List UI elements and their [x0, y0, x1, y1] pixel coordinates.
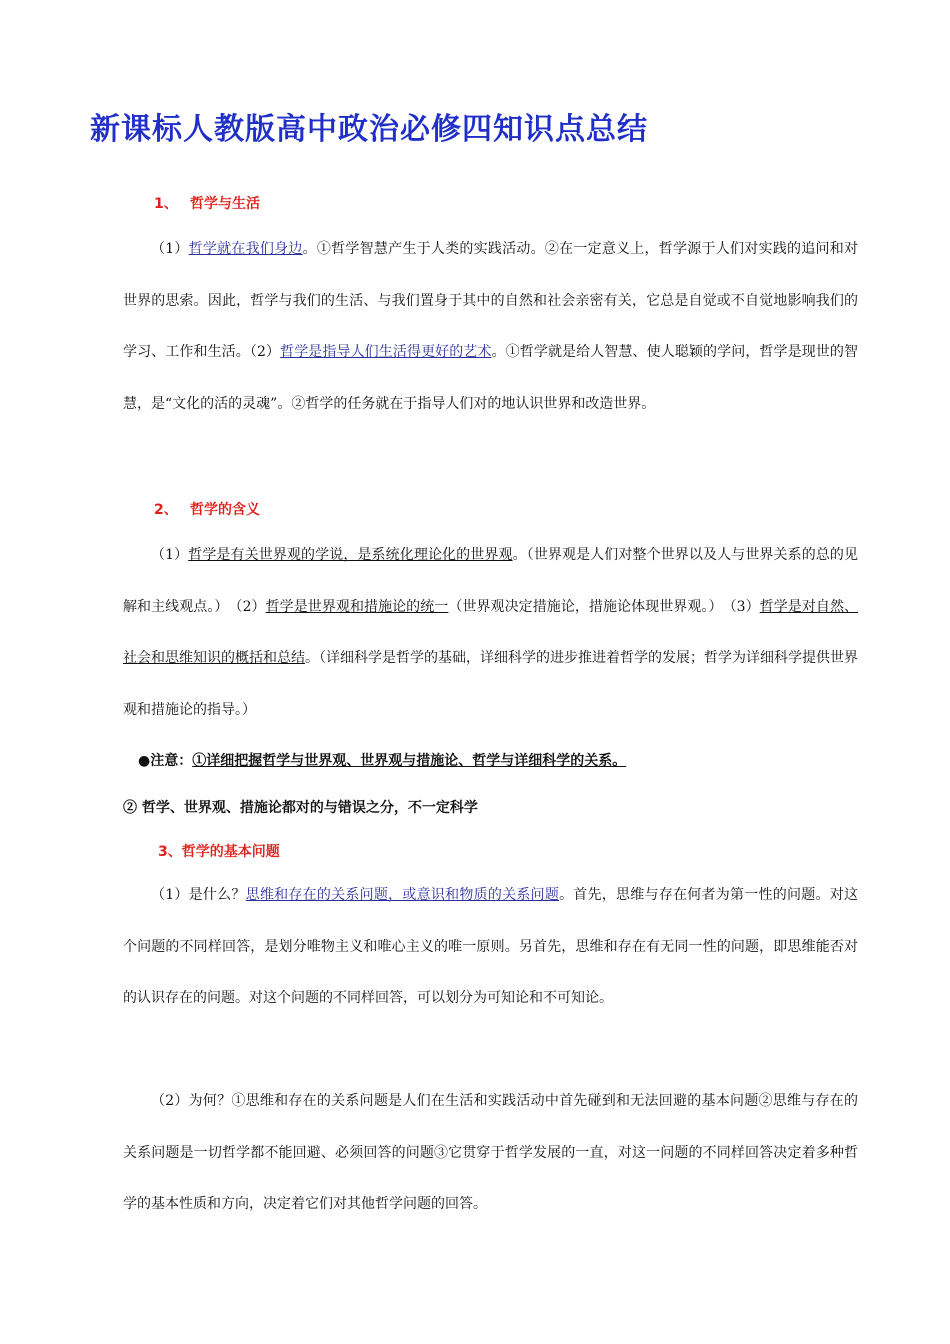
note-line-1 [138, 750, 626, 770]
paragraph-why-basic-question: （2）为何？①思维和存在的关系问题是人们在生活和实践活动中首先碰到和无法回避的基本问题②思维与存在的关系问题是一切哲学都不能回避、必须回答的问题③它贯穿于哲学发展的一直，对这一问题的不同样回答决定着多种哲学的基本性质和方向，决定着它们对其他哲学问题的回答。 [123, 1093, 858, 1212]
link-philosophy-art-of-living[interactable]: 哲学是指导人们生活得更好的艺术 [280, 344, 492, 360]
link-thinking-and-being[interactable]: 思维和存在的关系问题，或意识和物质的关系问题 [245, 887, 560, 903]
paragraph-text: （世界观决定措施论，措施论体现世界观。） （3） [448, 598, 760, 615]
paragraph-text: 。①哲学智慧产生于人类的实践活动。②在一定意义上，哲学源于人们对实践的追问和对世界的思索。因此，哲学与我们的生活、与我们置身于其中的自然和社会亲密有关，它总是自觉或不自觉地影响我们的学习、工作和生活。（2） [123, 241, 859, 360]
underlined-definition-2: 哲学是世界观和措施论的统一 [265, 598, 449, 615]
paragraph-philosophy-and-life [123, 224, 858, 430]
paragraph-text: 。（详细科学是哲学的基础，详细科学的进步推进着哲学的发展；哲学为详细科学提供世界观和措施论的指导。） [123, 650, 858, 718]
paragraph-text: 。（世界观是人们对整个世界以及人与世界关系的总的见解和主线观点。） （2） [123, 547, 858, 615]
section-heading-1 [154, 193, 260, 213]
paragraph-text: 。①哲学就是给人智慧、使人聪颖的学问，哲学是现世的智慧，是“文化的活的灵魂”。②哲学的任务就在于指导人们对的地认识世界和改造世界。 [123, 344, 859, 412]
link-philosophy-around-us[interactable]: 哲学就在我们身边 [188, 241, 303, 257]
page-title: 新课标人教版高中政治必修四知识点总结 [90, 112, 648, 147]
paragraph-text: （1）是什么？ [151, 887, 246, 903]
paragraph-text: 。首先，思维与存在何者为第一性的问题。对这个问题的不同样回答，是划分唯物主义和唯心主义的唯一原则。另首先，思维和存在有无同一性的问题，即思维能否对的认识存在的问题。对这个问题的不同样回答，可以划分为可知论和不可知论。 [123, 887, 858, 1006]
section-label: 哲学与生活 [190, 196, 260, 212]
paragraph-meaning-of-philosophy [123, 530, 858, 736]
paragraph-text: （1） [151, 241, 189, 257]
underlined-definition-3: 哲学是对自然、社会和思维知识的概括和总结 [123, 598, 859, 666]
note-line-2: ② 哲学、世界观、措施论都对的与错误之分，不一定科学 [123, 800, 478, 816]
bullet-icon: ● [138, 753, 151, 769]
underlined-definition-1: 哲学是有关世界观的学说，是系统化理论化的世界观 [188, 547, 513, 563]
section-heading-2 [154, 499, 260, 519]
section-number: 2、 [154, 502, 178, 518]
section-label: 哲学的含义 [190, 502, 260, 518]
section-label: 3、哲学的基本问题 [158, 844, 280, 860]
note-lead: 注意： [150, 753, 193, 769]
paragraph-basic-question [123, 870, 858, 1025]
section-heading-3 [158, 841, 280, 861]
paragraph-text: （1） [151, 547, 189, 563]
section-number: 1、 [154, 196, 178, 212]
note-text: ①详细把握哲学与世界观、世界观与措施论、哲学与详细科学的关系。 [192, 753, 627, 769]
